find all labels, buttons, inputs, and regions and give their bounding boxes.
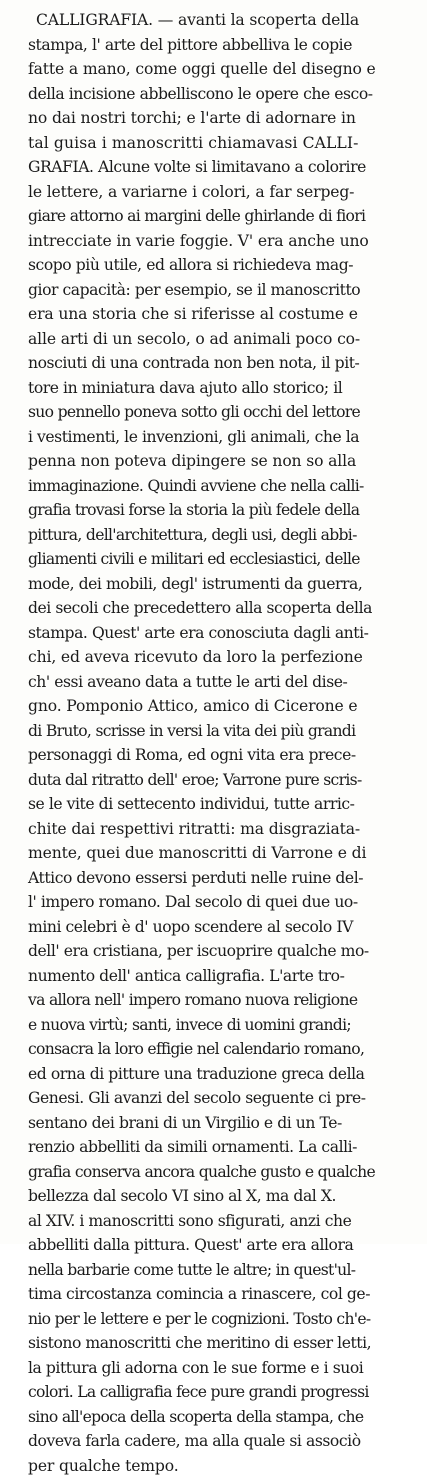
text-line: chi, ed aveva ricevuto da loro la perfezione	[28, 645, 414, 670]
article-column	[28, 8, 414, 1478]
text-line: nosciuti di una contrada non ben nota, il pit-	[28, 351, 414, 376]
text-line: suo pennello poneva sotto gli occhi del lettore	[28, 400, 414, 425]
text-line: personaggi di Roma, ed ogni vita era prece-	[28, 743, 414, 768]
text-line: colori. La calligrafia fece pure grandi progressi	[28, 1380, 414, 1405]
text-line: sistono manoscritti che meritino di esser letti,	[28, 1331, 414, 1356]
text-line: la pittura gli adorna con le sue forme e i suoi	[28, 1356, 414, 1381]
text-line: mini celebri è d' uopo scendere al secolo IV	[28, 915, 414, 940]
text-line: Genesi. Gli avanzi del secolo seguente ci pre-	[28, 1086, 414, 1111]
text-line: intrecciate in varie foggie. V' era anche uno	[28, 229, 414, 254]
text-line: se le vite di settecento individui, tutte arric-	[28, 792, 414, 817]
text-line: le lettere, a variarne i colori, a far serpeg-	[28, 180, 414, 205]
text-line: chite dai respettivi ritratti: ma disgraziata-	[28, 817, 414, 842]
text-line: immaginazione. Quindi avviene che nella calli-	[28, 474, 414, 499]
text-line: CALLIGRAFIA. — avanti la scoperta della	[28, 8, 414, 33]
text-line: numento dell' antica calligrafia. L'arte tro-	[28, 964, 414, 989]
text-line: doveva farla cadere, ma alla quale si associò	[28, 1429, 414, 1454]
text-line: va allora nell' impero romano nuova religione	[28, 988, 414, 1013]
text-line: stampa. Quest' arte era conosciuta dagli anti-	[28, 621, 414, 646]
text-line: stampa, l' arte del pittore abbelliva le copie	[28, 33, 414, 58]
text-line: bellezza dal secolo VI sino al X, ma dal X.	[28, 1184, 414, 1209]
text-line: di Bruto, scrisse in versi la vita dei più grandi	[28, 719, 414, 744]
text-line: scopo più utile, ed allora si richiedeva mag-	[28, 253, 414, 278]
text-line: dell' era cristiana, per iscuoprire qualche mo-	[28, 939, 414, 964]
text-line: gior capacità: per esempio, se il manoscritto	[28, 278, 414, 303]
text-line: tal guisa i manoscritti chiamavasi CALLI-	[28, 131, 414, 156]
text-line: pittura, dell'architettura, degli usi, degli abbi-	[28, 523, 414, 548]
text-line: renzio abbelliti da simili ornamenti. La calli-	[28, 1135, 414, 1160]
text-line: tima circostanza comincia a rinascere, col ge-	[28, 1282, 414, 1307]
text-line: sino all'epoca della scoperta della stampa, che	[28, 1405, 414, 1430]
text-line: tore in miniatura dava ajuto allo storico; il	[28, 376, 414, 401]
text-line: Attico devono essersi perduti nelle ruine del-	[28, 866, 414, 891]
text-line: i vestimenti, le invenzioni, gli animali, che la	[28, 425, 414, 450]
text-line: nella barbarie come tutte le altre; in quest'ul-	[28, 1258, 414, 1283]
text-line: grafia trovasi forse la storia la più fedele della	[28, 498, 414, 523]
text-line: nio per le lettere e per le cognizioni. Tosto ch'e-	[28, 1307, 414, 1332]
text-line: e nuova virtù; santi, invece di uomini grandi;	[28, 1013, 414, 1038]
text-line: l' impero romano. Dal secolo di quei due uo-	[28, 890, 414, 915]
text-line: consacra la loro effigie nel calendario romano,	[28, 1037, 414, 1062]
text-line: mode, dei mobili, degl' istrumenti da guerra,	[28, 572, 414, 597]
text-line: alle arti di un secolo, o ad animali poco co-	[28, 327, 414, 352]
text-line: gliamenti civili e militari ed ecclesiastici, delle	[28, 547, 414, 572]
text-line: per qualche tempo.	[28, 1454, 414, 1478]
text-line: GRAFIA. Alcune volte si limitavano a colorire	[28, 155, 414, 180]
text-line: della incisione abbelliscono le opere che esco-	[28, 82, 414, 107]
text-line: ch' essi aveano data a tutte le arti del dise-	[28, 670, 414, 695]
text-line: sentano dei brani di un Virgilio e di un Te-	[28, 1111, 414, 1136]
text-line: gno. Pomponio Attico, amico di Cicerone e	[28, 694, 414, 719]
text-line: era una storia che si riferisse al costume e	[28, 302, 414, 327]
text-line: mente, quei due manoscritti di Varrone e di	[28, 841, 414, 866]
text-line: fatte a mano, come oggi quelle del disegno e	[28, 57, 414, 82]
text-line: no dai nostri torchi; e l'arte di adornare in	[28, 106, 414, 131]
text-line: dei secoli che precedettero alla scoperta della	[28, 596, 414, 621]
text-line: abbelliti dalla pittura. Quest' arte era allora	[28, 1233, 414, 1258]
text-line: penna non poteva dipingere se non so alla	[28, 449, 414, 474]
text-line: grafia conserva ancora qualche gusto e qualche	[28, 1160, 414, 1185]
text-line: ed orna di pitture una traduzione greca della	[28, 1062, 414, 1087]
text-line: al XIV. i manoscritti sono sfigurati, anzi che	[28, 1209, 414, 1234]
text-line: giare attorno ai margini delle ghirlande di fiori	[28, 204, 414, 229]
text-line: duta dal ritratto dell' eroe; Varrone pure scris-	[28, 768, 414, 793]
